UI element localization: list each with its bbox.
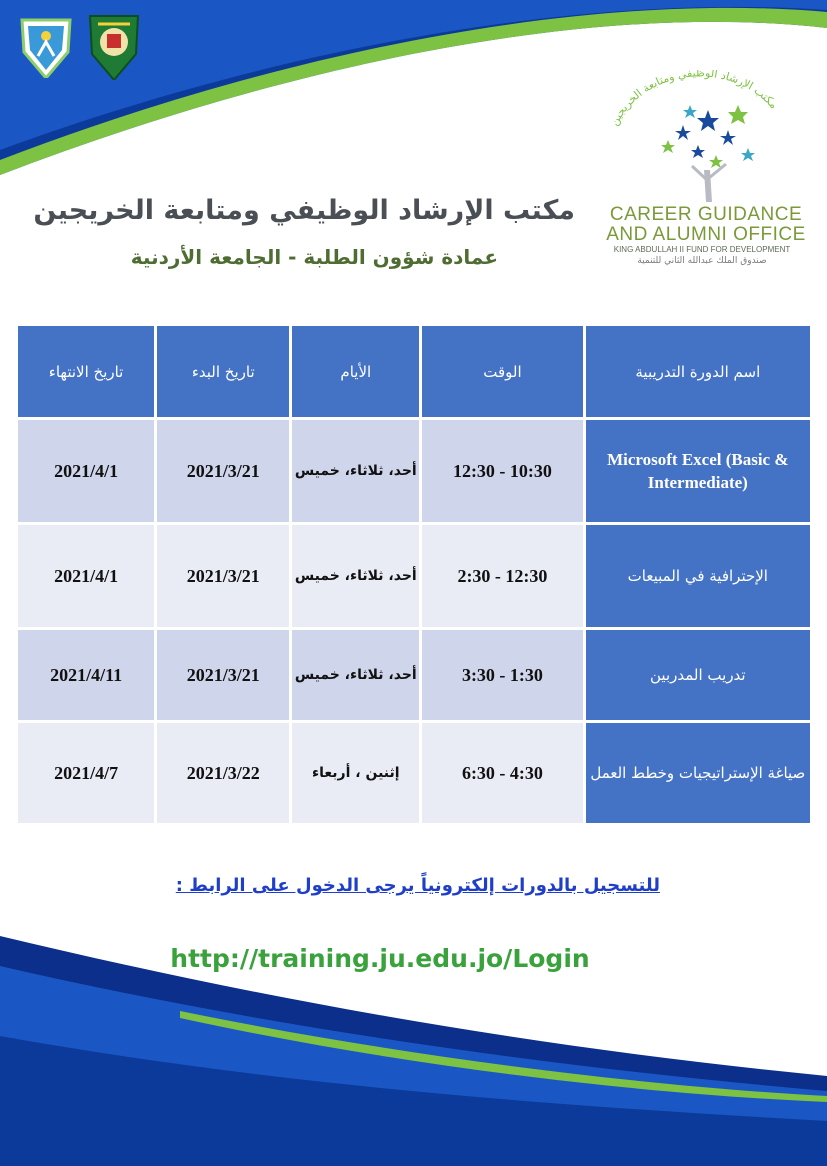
page-title: مكتب الإرشاد الوظيفي ومتابعة الخريجين (33, 195, 575, 226)
start-date-cell: 2021/3/21 (157, 525, 289, 627)
table-row (18, 420, 810, 522)
table-row (18, 723, 810, 823)
student-affairs-logo (18, 12, 74, 78)
office-english-line-2: AND ALUMNI OFFICE (606, 224, 806, 245)
header-start-date: تاريخ البدء (157, 326, 289, 417)
svg-text:مكتب الإرشاد الوظيفي ومتابعة ا (607, 70, 780, 128)
start-date-cell: 2021/3/21 (157, 630, 289, 720)
end-date-cell: 2021/4/1 (18, 525, 154, 627)
page-subtitle: عمادة شؤون الطلبة - الجامعة الأردنية (130, 245, 498, 269)
office-english-line-1: CAREER GUIDANCE (609, 204, 803, 225)
course-name-cell: تدريب المدربين (586, 630, 810, 720)
end-date-cell: 2021/4/1 (18, 420, 154, 522)
days-cell: أحد، ثلاثاء، خميس (292, 420, 419, 522)
career-office-logo (588, 70, 808, 270)
start-date-cell: 2021/3/22 (157, 723, 289, 823)
days-cell: أحد، ثلاثاء، خميس (292, 525, 419, 627)
days-cell: إثنين ، أربعاء (292, 723, 419, 823)
time-cell: 3:30 - 1:30 (422, 630, 582, 720)
fund-arabic-text: صندوق الملك عبدالله الثاني للتنمية (637, 256, 767, 266)
course-name-cell: صياغة الإستراتيجيات وخطط العمل (586, 723, 810, 823)
university-of-jordan-logo (86, 10, 142, 80)
fund-english-text: KING ABDULLAH II FUND FOR DEVELOPMENT (613, 245, 791, 254)
end-date-cell: 2021/4/7 (18, 723, 154, 823)
end-date-cell: 2021/4/11 (18, 630, 154, 720)
time-cell: 6:30 - 4:30 (422, 723, 582, 823)
office-arabic-arc-text: مكتب الإرشاد الوظيفي ومتابعة الخريجين (607, 70, 781, 128)
registration-instruction: للتسجيل بالدورات إلكترونياً يرجى الدخول على الرابط : (175, 875, 660, 896)
time-cell: 2:30 - 12:30 (422, 525, 582, 627)
header-days: الأيام (292, 326, 419, 417)
header-course-name: اسم الدورة التدريبية (586, 326, 810, 417)
registration-link[interactable]: http://training.ju.edu.jo/Login (170, 944, 590, 973)
header-time: الوقت (422, 326, 582, 417)
course-name-cell: الإحترافية في المبيعات (586, 525, 810, 627)
course-name-cell: Microsoft Excel (Basic & Intermediate) (586, 420, 810, 522)
days-cell: أحد، ثلاثاء، خميس (292, 630, 419, 720)
courses-table (15, 323, 813, 826)
start-date-cell: 2021/3/21 (157, 420, 289, 522)
table-row (18, 525, 810, 627)
table-row (18, 630, 810, 720)
header-end-date: تاريخ الانتهاء (18, 326, 154, 417)
star-tree-icon (588, 70, 808, 205)
table-header-row (18, 326, 810, 417)
bottom-wave-decoration (0, 926, 827, 1166)
time-cell: 12:30 - 10:30 (422, 420, 582, 522)
